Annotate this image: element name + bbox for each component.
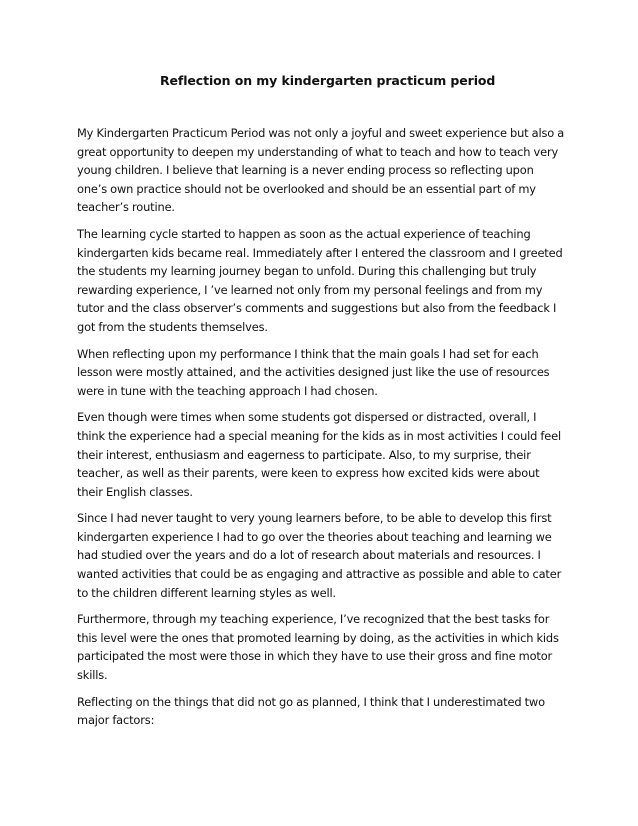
paragraph-3: When reflecting upon my performance I think that the main goals I had set for each lesson were mostly attained, and the activities designed just like the use of resources were in tune with the teaching approach I had chosen.	[77, 346, 550, 398]
paragraph-4: Even though were times when some students got dispersed or distracted, overall, I think the experience had a special meaning for the kids as in most activities I could feel their interest, enthusiasm and eagerness to participate. Also, to my surprise, their teacher, as well as their parents, were keen to express how excited kids were about their English classes.	[77, 410, 561, 499]
document-body	[77, 124, 565, 738]
paragraph-7: Reflecting on the things that did not go as planned, I think that I underestimated two major factors:	[77, 694, 545, 728]
document-title: Reflection on my kindergarten practicum period	[160, 73, 496, 88]
paragraph-2: The learning cycle started to happen as soon as the actual experience of teaching kindergarten kids became real. Immediately after I entered the classroom and I greeted the students my learning journey began to unfold. During this challenging but truly rewarding experience, I ’ve learned not only from my personal feelings and from my tutor and the class observer’s comments and suggestions but also from the feedback I got from the students themselves.	[77, 226, 563, 334]
paragraph-6: Furthermore, through my teaching experience, I’ve recognized that the best tasks for this level were the ones that promoted learning by doing, as the activities in which kids participated the most were those in which they have to use their gross and fine motor skills.	[77, 612, 559, 683]
paragraph-1: My Kindergarten Practicum Period was not only a joyful and sweet experience but also a great opportunity to deepen my understanding of what to teach and how to teach very young children. I believe that learning is a never ending process so reflecting upon one’s own practice should not be overlooked and should be an essential part of my teacher’s routine.	[77, 126, 565, 215]
paragraph-5: Since I had never taught to very young learners before, to be able to develop this first kindergarten experience I had to go over the theories about teaching and learning we had studied over the years and do a lot of research about materials and resources. I wanted activities that could be as engaging and attractive as possible and able to cater to the children different learning styles as well.	[77, 511, 562, 600]
